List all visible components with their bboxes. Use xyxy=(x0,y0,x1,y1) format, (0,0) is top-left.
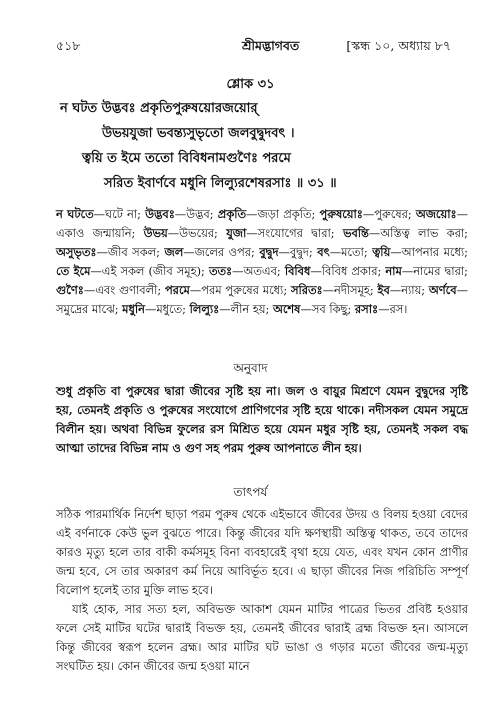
synonym-word: ন ঘটতে xyxy=(56,207,94,221)
synonym-word: অর্ণবে xyxy=(428,283,457,297)
synonym-word: যুজা xyxy=(226,226,247,240)
synonym-word: ত্বয়ি xyxy=(372,245,391,259)
synonym-meaning: —এবং গুণাবলী; xyxy=(83,283,165,297)
synonym-meaning: —বুদ্বুদ; xyxy=(278,245,318,259)
synonym-meaning: —রস। xyxy=(378,302,408,316)
synonym-meaning: —জড়া প্রকৃতি; xyxy=(246,207,320,221)
synonym-word: ততঃ xyxy=(208,264,233,278)
synonym-meaning: —বিবিধ প্রকার; xyxy=(310,264,386,278)
synonym-meaning: —জলের ওপর; xyxy=(183,245,260,259)
synonym-word: অশেষ xyxy=(272,302,301,316)
translation-heading: অনুবাদ xyxy=(233,361,268,375)
synonym-meaning: —জীব সকল; xyxy=(96,245,165,259)
synonym-meaning: —ন্যায়; xyxy=(389,283,429,297)
purport-paragraph: যাই হোক, সার সত্য হল, অবিভক্ত আকাশ যেমন মাটির পাত্রের ভিতর প্রবিষ্ট হওয়ার ফলে সেই মাটির ঘটের দ্বারাই বিভক্ত হয়, তেমনই জীবের দ্বারাই ব্রহ্ম বিভক্ত হন। আসলে কিন্তু জীবের স্বরূপ হলেন ব্রহ্ম। আর মাটির ঘট ভাঙা ও গড়ার মতো জীবের জন্ম-মৃত্যু সংঘটিত হয়। কোন জীবের জন্ম হওয়া মানে xyxy=(56,602,468,673)
purport-paragraph: সঠিক পারমার্থিক নির্দেশ ছাড়া পরম পুরুষ থেকে এইভাবে জীবের উদয় ও বিলয় হওয়া বেদের এই বর্ণনাকে কেউ ভুল বুঝতে পারে। কিন্তু জীবের যদি ক্ষণস্থায়ী অস্তিত্ব থাকত, তবে তাদের কারও মৃত্যু হলে তার বাকী কর্মসমূহ বিনা ব্যবহারেই বৃথা হয়ে যেত, এবং যখন কোন প্রাণীর জন্ম হবে, সে তার অকারণ কর্ম নিয়ে আবির্ভূত হবে। এ ছাড়া জীবের নিজ পরিচিতি সম্পূর্ণ বিলোপ হলেই তার মুক্তি লাভ হবে। xyxy=(56,507,468,597)
synonym-meaning: —লীন হয়; xyxy=(219,302,273,316)
synonym-word: পুরুষয়োঃ xyxy=(319,207,363,221)
book-title: শ্রীমদ্ভাগবত xyxy=(242,38,300,53)
synonym-meaning: —নামের দ্বারা; xyxy=(401,264,469,278)
running-header xyxy=(56,38,451,58)
synonym-meaning: —উদ্ভব; xyxy=(174,207,218,221)
synonym-word: অসুভৃতঃ xyxy=(56,245,97,259)
synonym-word: গুণৈঃ xyxy=(56,283,84,297)
synonym-meaning: —পুরুষের; xyxy=(362,207,416,221)
synonym-word: উদ্ভবঃ xyxy=(145,207,175,221)
synonym-word: উভয় xyxy=(143,226,168,240)
synonym-word: প্রকৃতি xyxy=(217,207,247,221)
page-number: ৫১৮ xyxy=(56,38,81,53)
synonym-word: ভবন্তি xyxy=(342,226,369,240)
synonym-word: অজয়োঃ xyxy=(415,207,457,221)
synonyms-paragraph xyxy=(56,205,468,319)
synonym-word: তে ইমে xyxy=(56,264,91,278)
synonym-meaning: —উভয়ের; xyxy=(167,226,227,240)
synonym-meaning: —এই সকল (জীব সমূহ); xyxy=(90,264,209,278)
verse-line: ত্বয়ি ত ইমে ততো বিবিধনামগুণৈঃ পরমে xyxy=(82,151,291,166)
synonym-word: রসাঃ xyxy=(354,302,379,316)
synonym-meaning: —পরম পুরুষের মধ্যে; xyxy=(189,283,291,297)
synonym-meaning: —মতো; xyxy=(329,245,373,259)
verse-line: ন ঘটত উদ্ভবঃ প্রকৃতিপুরুষয়োরজয়োর্ xyxy=(60,101,258,116)
synonym-meaning: —সব কিছু; xyxy=(300,302,355,316)
translation-text: শুধু প্রকৃতি বা পুরুষের দ্বারা জীবের সৃষ্টি হয় না। জল ও বায়ুর মিশ্রণে যেমন বুদ্বুদের সৃষ্টি হয়, তেমনই প্রকৃতি ও পুরুষের সংযোগে প্রাণিগণের সৃষ্টি হয়ে থাকে। নদীসকল যেমন সমুদ্রে বিলীন হয়। অথবা বিভিন্ন ফুলের রস মিশ্রিত হয়ে যেমন মধুর সৃষ্টি হয়, তেমনই সকল বদ্ধ আত্মা তাদের বিভিন্ন নাম ও গুণ সহ পরম পুরুষ আপনাতে লীন হয়। xyxy=(56,384,468,455)
synonym-meaning: —আপনার মধ্যে; xyxy=(390,245,468,259)
synonym-meaning: —সমুদ্রের মাঝে; xyxy=(56,283,468,316)
synonym-meaning: —অস্তিত্ব লাভ করা; xyxy=(368,226,468,240)
synonym-meaning: —একাও জন্মায়নি; xyxy=(56,207,468,240)
chapter-reference: [স্কন্ধ ১০, অধ্যায় ৮৭ xyxy=(346,38,451,53)
synonym-word: লিল্যুঃ xyxy=(189,302,220,316)
synonym-word: বুদ্বুদ xyxy=(259,245,279,259)
synonym-word: মধুনি xyxy=(122,302,145,316)
synonym-meaning: —ঘটে না; xyxy=(93,207,146,221)
synonym-word: জল xyxy=(164,245,184,259)
verse-line: উভয়যুজা ভবন্ত্যসুভৃতো জলবুদ্বুদবৎ । xyxy=(102,126,295,141)
synonym-meaning: —নদীসমূহ; xyxy=(322,283,378,297)
synonyms-section xyxy=(56,205,468,358)
synonym-word: সরিতঃ xyxy=(290,283,323,297)
verse-line: সরিত ইবার্ণবে মধুনি লিল্যুরশেষরসাঃ ॥ ৩১ ॥ xyxy=(104,176,337,191)
synonym-meaning: —অতএব; xyxy=(232,264,285,278)
synonym-meaning: —মধুতে; xyxy=(144,302,190,316)
synonym-word: নাম xyxy=(385,264,402,278)
verse-title: শ্লোক ৩১ xyxy=(226,77,275,92)
purport-heading: তাৎপর্য xyxy=(233,485,268,499)
translation-section xyxy=(56,382,468,478)
purport-section xyxy=(56,505,468,701)
synonym-word: বৎ xyxy=(317,245,330,259)
synonym-word: পরমে xyxy=(164,283,190,297)
synonym-word: বিবিধ xyxy=(284,264,311,278)
synonym-meaning: —সংযোগের দ্বারা; xyxy=(246,226,343,240)
synonym-word: ইব xyxy=(377,283,390,297)
